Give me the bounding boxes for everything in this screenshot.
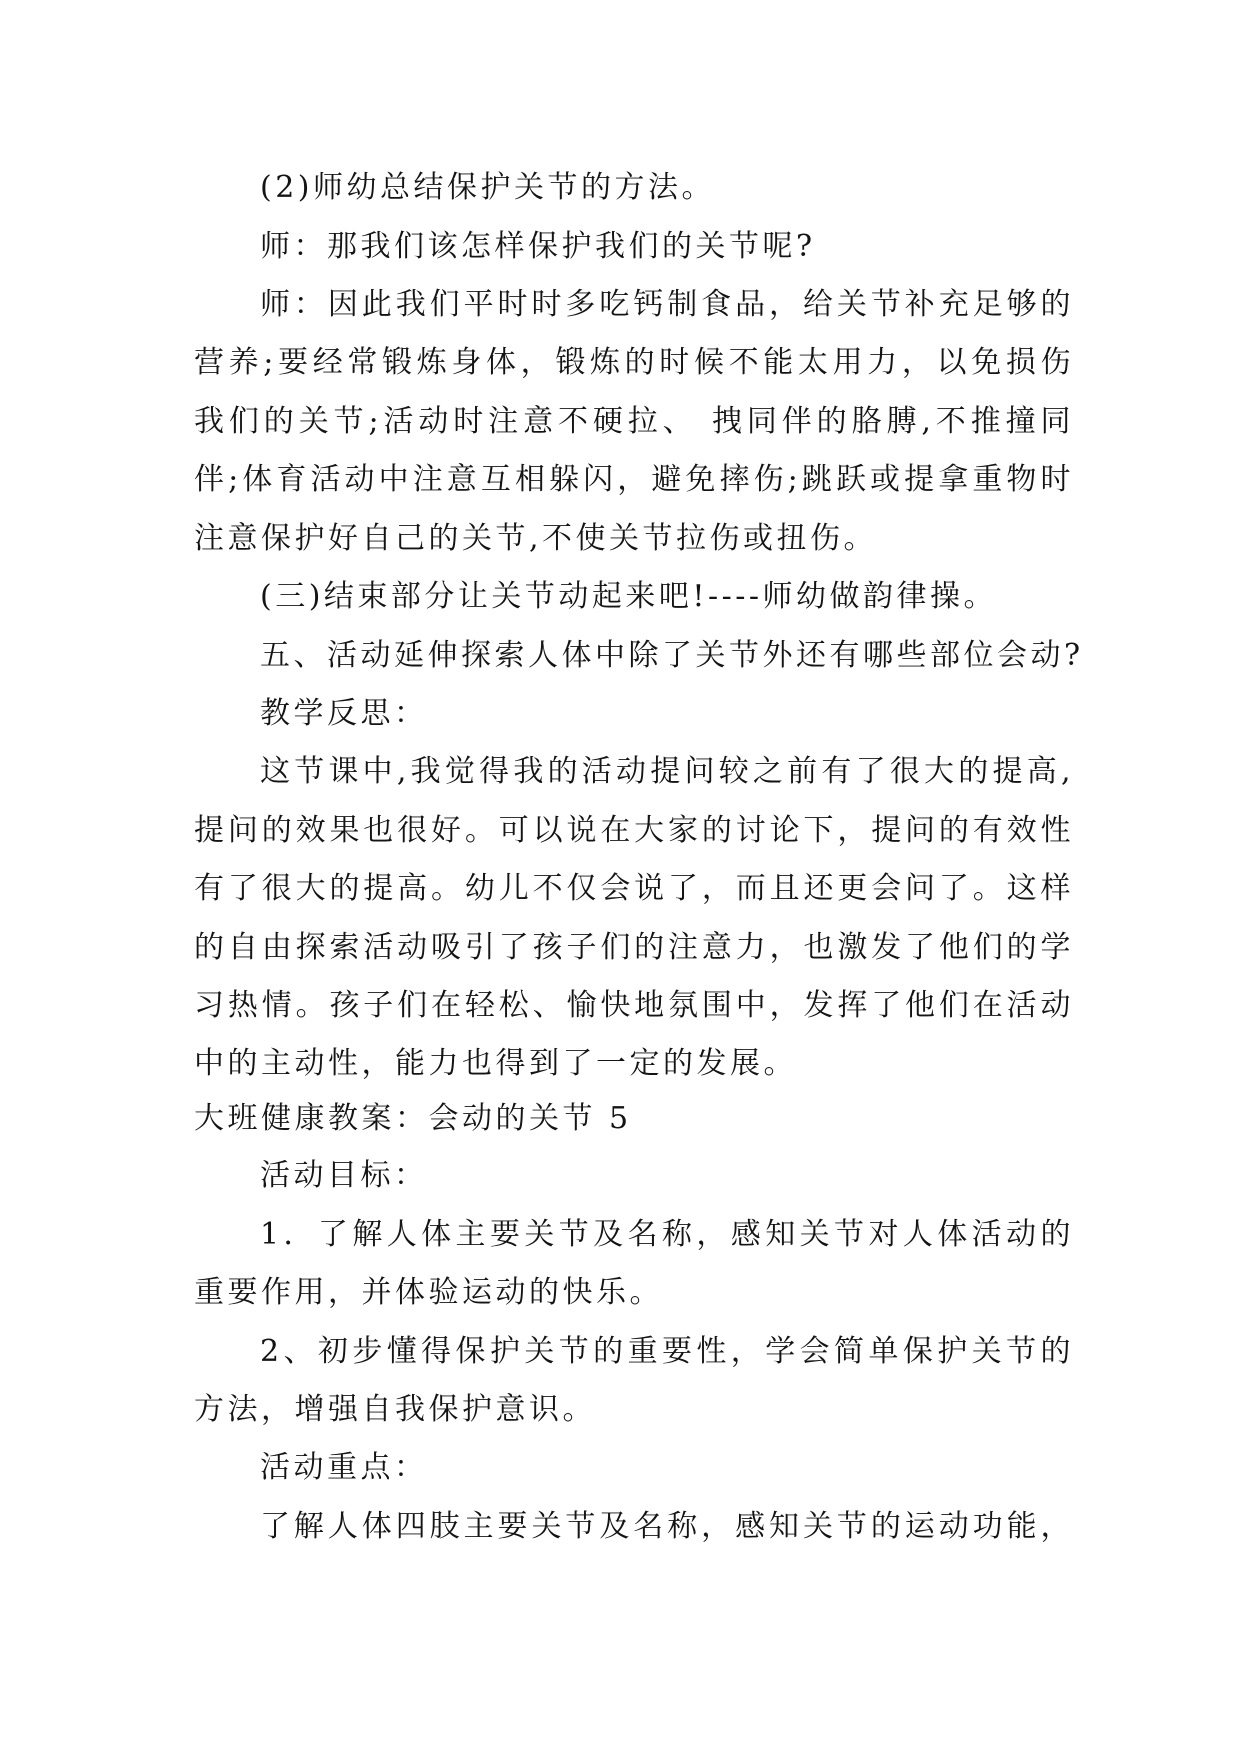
paragraph-line: 了解人体四肢主要关节及名称，感知关节的运动功能， <box>260 1509 1074 1544</box>
paragraph-line: 教学反思： <box>260 696 428 731</box>
paragraph-line: 2、初步懂得保护关节的重要性，学会简单保护关节的 <box>260 1334 1074 1369</box>
paragraph-line: 师：因此我们平时时多吃钙制食品，给关节补充足够的 <box>260 287 1074 322</box>
paragraph-line: 注意保护好自己的关节,不使关节拉伤或扭伤。 <box>194 521 878 556</box>
paragraph-line: 营养;要经常锻炼身体，锻炼的时候不能太用力，以免损伤 <box>194 345 1074 380</box>
paragraph-line: (2)师幼总结保护关节的方法。 <box>260 170 715 205</box>
section-heading: 大班健康教案：会动的关节 5 <box>194 1101 632 1136</box>
paragraph-line: 伴;体育活动中注意互相躲闪，避免摔伤;跳跃或提拿重物时 <box>194 462 1074 497</box>
paragraph-line: 习热情。孩子们在轻松、愉快地氛围中，发挥了他们在活动 <box>194 988 1074 1023</box>
paragraph-line: 中的主动性，能力也得到了一定的发展。 <box>194 1046 797 1081</box>
paragraph-line: 有了很大的提高。幼儿不仅会说了，而且还更会问了。这样 <box>194 871 1074 906</box>
paragraph-line: 五、活动延伸探索人体中除了关节外还有哪些部位会动? <box>260 638 1084 673</box>
paragraph-line: 的自由探索活动吸引了孩子们的注意力，也激发了他们的学 <box>194 930 1074 965</box>
paragraph-line: 1．了解人体主要关节及名称，感知关节对人体活动的 <box>260 1217 1074 1252</box>
paragraph-line: 活动重点： <box>260 1450 428 1485</box>
paragraph-line: 提问的效果也很好。可以说在大家的讨论下，提问的有效性 <box>194 813 1074 848</box>
paragraph-line: 这节课中,我觉得我的活动提问较之前有了很大的提高, <box>260 754 1074 789</box>
paragraph-line: 方法，增强自我保护意识。 <box>194 1392 596 1427</box>
paragraph-line: 师：那我们该怎样保护我们的关节呢? <box>260 229 816 264</box>
paragraph-line: 重要作用，并体验运动的快乐。 <box>194 1275 663 1310</box>
paragraph-line: 我们的关节;活动时注意不硬拉、 拽同伴的胳膊,不推撞同 <box>194 404 1074 439</box>
paragraph-line: 活动目标： <box>260 1158 428 1193</box>
paragraph-line: (三)结束部分让关节动起来吧!----师幼做韵律操。 <box>260 579 998 614</box>
